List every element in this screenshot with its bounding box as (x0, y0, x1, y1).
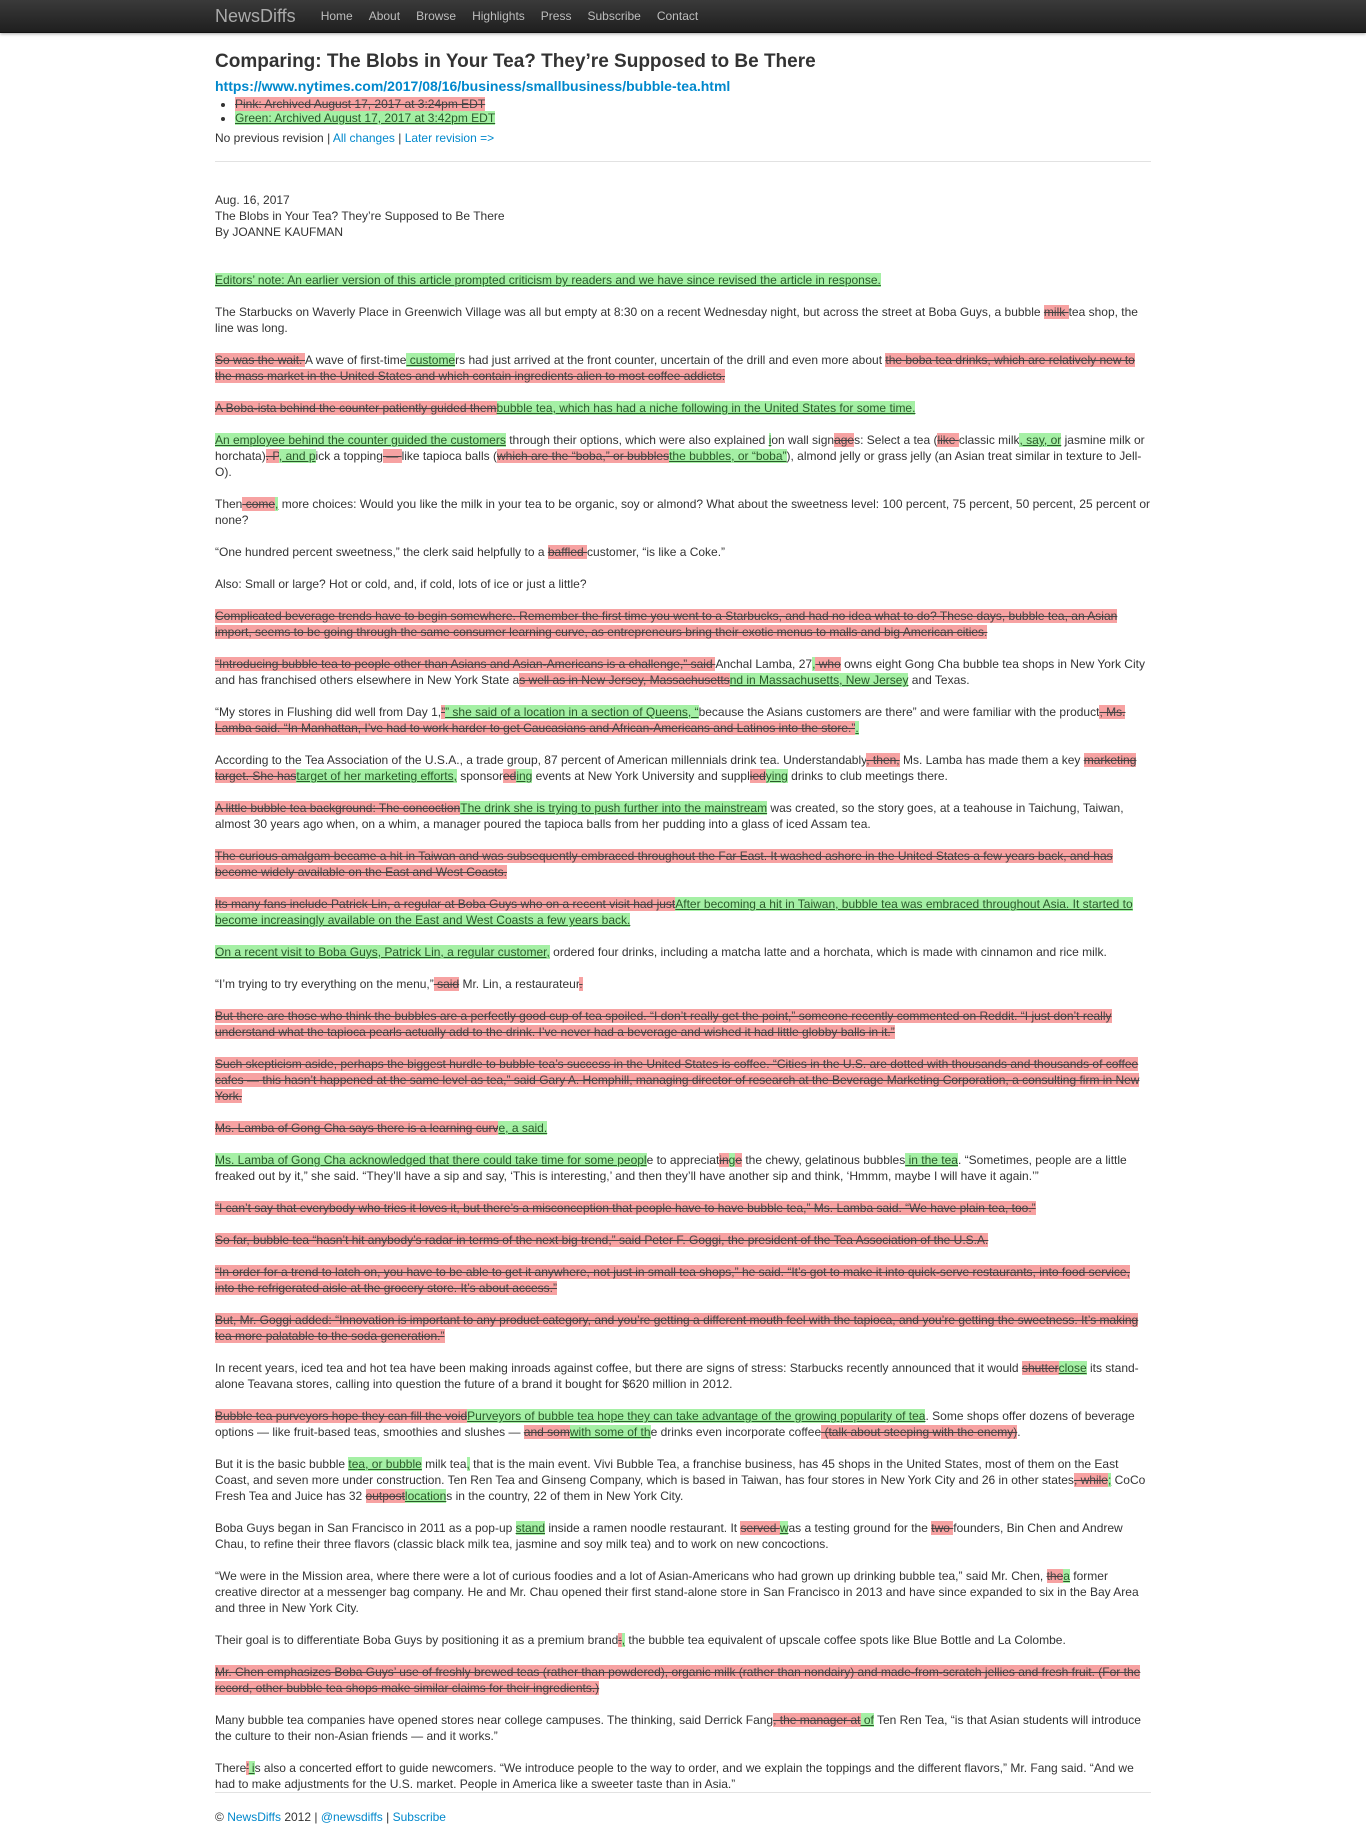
inserted-text: ying (765, 769, 788, 783)
deleted-text: , the manager at (773, 1713, 861, 1727)
revision-separator: | (398, 131, 402, 145)
revision-separator: | (327, 131, 331, 145)
deleted-text: baffled (547, 545, 588, 559)
unchanged-text: was created, so the story goes, at a teahouse in Taichung, Taiwan, almost 30 years ago when, on a whim, a manager poured the tapioca balls from her pudding into a glass of iced Assam tea. (215, 801, 1124, 831)
footer-subscribe-link[interactable]: Subscribe (392, 1810, 446, 1824)
footer-brand-link[interactable]: NewsDiffs (227, 1810, 281, 1824)
unchanged-text: e to appreciat (646, 1153, 720, 1167)
inserted-text: After becoming a hit in Taiwan, bubble tea was embraced throughout Asia. It started to become increasingly available on the East and West Coasts a few years back. (215, 897, 1133, 927)
article-paragraph (215, 1120, 1151, 1136)
article-paragraph (215, 1200, 1151, 1216)
inserted-text: Purveyors of bubble tea hope they can take advantage of the growing popularity of tea (467, 1409, 926, 1423)
article-paragraph (215, 304, 1151, 336)
deleted-text: outpost (365, 1489, 405, 1503)
deleted-text: . P (265, 449, 279, 463)
article-paragraph (215, 432, 1151, 480)
inserted-text: , say, or (1019, 433, 1062, 447)
unchanged-text: According to the Tea Association of the U.S.A., a trade group, 87 percent of American millennials drink tea. Understandably (215, 753, 867, 767)
deleted-text: shutter (1021, 1361, 1059, 1375)
article-paragraph (215, 1232, 1151, 1248)
deleted-text: (talk about steeping with the enemy) (821, 1425, 1018, 1439)
unchanged-text: Ten Ren Tea, “is that Asian students will introduce the culture to their non-Asian friends — and it works.” (215, 1713, 1141, 1743)
version-item-green (235, 111, 1151, 125)
deleted-text: ” (441, 705, 446, 719)
unchanged-text: ordered four drinks, including a matcha latte and a horchata, which is made with cinnamon and rice milk. (549, 945, 1107, 959)
deleted-text: milk (1043, 305, 1069, 319)
article-paragraph (215, 704, 1151, 736)
unchanged-text: and Texas. (908, 673, 970, 687)
no-previous-revision: No previous revision (215, 131, 324, 145)
article-url-link[interactable]: https://www.nytimes.com/2017/08/16/business/smallbusiness/bubble-tea.html (215, 78, 731, 94)
deleted-text: A little bubble tea background: The concoction (215, 801, 461, 815)
revision-nav (215, 130, 1151, 146)
article-body (215, 272, 1151, 1792)
inserted-text: bubble tea, which has had a niche following in the United States for some time. (496, 401, 916, 415)
unchanged-text: e drinks even incorporate coffee (650, 1425, 822, 1439)
inserted-text: i (248, 1761, 255, 1775)
article-paragraph (215, 1760, 1151, 1792)
deleted-text: age (834, 433, 855, 447)
page-title: Comparing: The Blobs in Your Tea? They’re Supposed to Be There (215, 51, 816, 72)
unchanged-text: Many bubble tea companies have opened stores near college campuses. The thinking, said Derrick Fang (215, 1713, 774, 1727)
unchanged-text: that is the main event. Vivi Bubble Tea, a franchise business, has 45 shops in the United States, most of them on the East Coast, and seven more under construction. Ten Ren Tea and Ginseng Company, which is based in Taiwan, has four stores in New York City and 26 in other states (215, 1457, 1119, 1487)
inserted-text: . (855, 721, 859, 735)
inserted-text: , (275, 497, 279, 511)
deleted-text: the boba tea drinks, which are relatively new to the mass market in the United States and which contain ingredients alien to most coffee addicts. (215, 353, 1135, 383)
unchanged-text: sponsor (456, 769, 503, 783)
unchanged-text: ), almond jelly or grass jelly (an Asian treat similar in texture to Jell-O). (215, 449, 1142, 479)
unchanged-text: The Starbucks on Waverly Place in Greenwich Village was all but empty at 8:30 on a recent Wednesday night, but across the street at Boba Guys, a bubble (215, 305, 1044, 319)
article-headline: The Blobs in Your Tea? They’re Supposed to Be There (215, 209, 505, 223)
inserted-text: the bubbles, or “boba” (669, 449, 787, 463)
inserted-text: Ms. Lamba of Gong Cha acknowledged that there could take time for some peopl (215, 1153, 647, 1167)
unchanged-text: Their goal is to differentiate Boba Guys by positioning it as a premium brand (215, 1633, 619, 1647)
all-changes-link[interactable]: All changes (332, 131, 395, 145)
version-green-label: Green: Archived August 17, 2017 at 3:42pm EDT (235, 111, 496, 125)
version-item-pink (235, 97, 1151, 111)
article-paragraph (215, 1408, 1151, 1440)
deleted-text: Complicated beverage trends have to begin somewhere. Remember the first time you went to a Starbucks, and had no idea what to do? These days, bubble tea, an Asian import, seems to be going through the same consumer learning curve, as entrepreneurs bring their exotic menus to malls and big American cities. (215, 609, 1118, 639)
deleted-text: “I can’t say that everybody who tries it loves it, but there’s a misconception that people have to have bubble tea,” Ms. Lamba said. “We have plain tea, too.” (215, 1201, 1036, 1215)
deleted-text: A Boba-ista behind the counter patiently guided them (215, 401, 497, 415)
article-paragraph (215, 1360, 1151, 1392)
unchanged-text: inside a ramen noodle restaurant. It (545, 1521, 741, 1535)
deleted-text: which are the “boba,” or bubbles (496, 449, 670, 463)
inserted-text: target of her marketing efforts, (296, 769, 457, 783)
footer-separator: | (382, 1810, 393, 1824)
nav-link-home[interactable]: Home (320, 9, 353, 23)
navbar-inner (215, 0, 714, 32)
article-paragraph (215, 976, 1151, 992)
unchanged-text: . Some shops offer dozens of beverage options — like fruit-based teas, smoothies and slushes — (215, 1409, 1135, 1439)
inserted-text: , and p (278, 449, 316, 463)
inserted-text: location (404, 1489, 447, 1503)
nav-link-highlights[interactable]: Highlights (472, 9, 525, 23)
inserted-text: ; (1107, 1473, 1112, 1487)
deleted-text: — (382, 449, 402, 463)
article-paragraph (215, 800, 1151, 832)
unchanged-text: jasmine milk or horchata) (215, 433, 1145, 463)
deleted-text: So was the wait. (215, 353, 306, 367)
unchanged-text: Mr. Lin, a restaurateur (459, 977, 580, 991)
unchanged-text: as a testing ground for the (788, 1521, 932, 1535)
deleted-text: The curious amalgam became a hit in Taiwan and was subsequently embraced throughout the Far East. It washed ashore in the United States a few years back, and has become widely available on the East and West Coasts. (215, 849, 1113, 879)
top-navbar (0, 0, 1366, 33)
inserted-text: nd in Massachusetts, New Jersey (729, 673, 909, 687)
inserted-text: close (1058, 1361, 1087, 1375)
deleted-text: Bubble tea purveyors hope they can fill the void (215, 1409, 468, 1423)
unchanged-text: like tapioca balls ( (401, 449, 497, 463)
article-paragraph (215, 544, 1151, 560)
unchanged-text: its stand-alone Teavana stores, calling into question the future of a brand it bought for $620 million in 2012. (215, 1361, 1139, 1391)
article-paragraph (215, 1312, 1151, 1344)
article-paragraph (215, 1056, 1151, 1104)
unchanged-text: the chewy, gelatinous bubbles (742, 1153, 906, 1167)
unchanged-text: CoCo Fresh Tea and Juice has 32 (215, 1473, 1146, 1503)
deleted-text: come (242, 497, 276, 511)
unchanged-text: milk tea (421, 1457, 467, 1471)
deleted-text: two (931, 1521, 954, 1535)
deleted-text: e (735, 1153, 743, 1167)
article-paragraph (215, 608, 1151, 640)
deleted-text: who (815, 657, 841, 671)
deleted-text: s well as in New Jersey, Massachusetts (519, 673, 730, 687)
main-content (215, 50, 1151, 1808)
unchanged-text: rs had just arrived at the front counter, uncertain of the drill and even more about (455, 353, 886, 367)
brand-link[interactable]: NewsDiffs (215, 6, 296, 26)
deleted-text: Such skepticism aside, perhaps the biggest hurdle to bubble tea’s success in the United States is coffee. “Cities in the U.S. are dotted with thousands and thousands of coffee cafes — this hasn’t happened at the same level as tea,” said Gary A. Hemphill, managing director of research at the Beverage Marketing Corporation, a consulting firm in New York. (215, 1057, 1140, 1103)
article-byline: By JOANNE KAUFMAN (215, 225, 344, 239)
inserted-text: ing (516, 769, 533, 783)
inserted-text: , (466, 1457, 470, 1471)
nav-link-subscribe[interactable]: Subscribe (587, 9, 641, 23)
inserted-text: Editors’ note: An earlier version of this article prompted criticism by readers and we have since revised the article in response. (215, 273, 881, 287)
unchanged-text: drinks to club meetings there. (787, 769, 948, 783)
version-list (215, 97, 1151, 125)
inserted-text: in the tea (905, 1153, 958, 1167)
inserted-text: On a recent visit to Boba Guys, Patrick Lin, a regular customer, (215, 945, 550, 959)
unchanged-text: ick a topping (315, 449, 383, 463)
unchanged-text: more choices: Would you like the milk in your tea to be organic, soy or almond? What about the sweetness level: 100 percent, 75 percent, 50 percent, 25 percent or none? (215, 497, 1150, 527)
nav-link-press[interactable]: Press (540, 9, 572, 23)
inserted-text: , (812, 657, 816, 671)
unchanged-text: “One hundred percent sweetness,” the clerk said helpfully to a (215, 545, 548, 559)
inserted-text: g (728, 1153, 736, 1167)
unchanged-text: But it is the basic bubble (215, 1457, 349, 1471)
article-paragraph (215, 848, 1151, 880)
unchanged-text: Anchal Lamba, 27 (715, 657, 813, 671)
unchanged-text: owns eight Gong Cha bubble tea shops in New York City and has franchised others elsewhere in New York State a (215, 657, 1145, 687)
unchanged-text: the bubble tea equivalent of upscale coffee spots like Blue Bottle and La Colombe. (625, 1633, 1066, 1647)
deleted-text: But there are those who think the bubbles are a perfectly good cup of tea spoiled. “I don’t really get the point,” someone recently commented on Reddit. “I just don’t really understand what the tapioca pearls actually add to the drink. I’ve never had a beverage and wished it had little globby balls in it.” (215, 1009, 1112, 1039)
inserted-text: w (779, 1521, 789, 1535)
deleted-text: But, Mr. Goggi added: “Innovation is important to any product category, and you’re getting a different mouth feel with the tapioca, and you’re getting the sweetness. It’s making tea more palatable to the soda generation.” (215, 1313, 1139, 1343)
footer-copyright: © (215, 1810, 228, 1824)
deleted-text: marketing target. She has (215, 753, 1137, 783)
deleted-text: Mr. Chen emphasizes Boba Guys’ use of freshly brewed teas (rather than powdered), organic milk (rather than nondairy) and made-from-scratch jellies and fresh fruit. (For the record, other bubble tea shops make similar claims for their ingredients.) (215, 1665, 1141, 1695)
article-paragraph (215, 1712, 1151, 1744)
inserted-text: tea, or bubble (348, 1457, 422, 1471)
unchanged-text: customer, “is like a Coke.” (587, 545, 726, 559)
inserted-text: stand (515, 1521, 545, 1535)
deleted-text: “Introducing bubble tea to people other than Asians and Asian-Americans is a challenge,” said (215, 657, 716, 671)
inserted-text: a (1063, 1569, 1070, 1583)
version-pink-label: Pink: Archived August 17, 2017 at 3:24pm EDT (235, 97, 486, 111)
unchanged-text: “My stores in Flushing did well from Day 1, (215, 705, 442, 719)
article-paragraph (215, 1152, 1151, 1184)
nav-link-contact[interactable]: Contact (656, 9, 699, 23)
deleted-text: , while (1073, 1473, 1108, 1487)
article-paragraph (215, 272, 1151, 288)
deleted-text: said (433, 977, 460, 991)
unchanged-text: Boba Guys began in San Francisco in 2011 as a pop-up (215, 1521, 516, 1535)
article-paragraph (215, 896, 1151, 928)
footer-year: 2012 | (280, 1810, 321, 1824)
article-paragraph (215, 1520, 1151, 1552)
inserted-text: with some of th (569, 1425, 651, 1439)
later-revision-link[interactable]: Later revision => (404, 131, 495, 145)
article-paragraph (215, 400, 1151, 416)
unchanged-text: former creative director at a messenger bag company. He and Mr. Chau opened their first stand-alone store in San Francisco in 2013 and have since expanded to six in the Bay Area and three in New York City. (215, 1569, 1139, 1615)
unchanged-text: s in the country, 22 of them in New York City. (446, 1489, 684, 1503)
deleted-text: , Ms. Lamba said. “In Manhattan, I’ve had to work harder to get Caucasians and African-Americans and Latinos into the store.” (215, 705, 1126, 735)
article-paragraph (215, 752, 1151, 784)
unchanged-text: In recent years, iced tea and hot tea have been making inroads against coffee, but there are signs of stress: Starbucks recently announced that it would (215, 1361, 1022, 1375)
deleted-text: . (579, 977, 583, 991)
unchanged-text: s: Select a tea ( (854, 433, 938, 447)
unchanged-text: Also: Small or large? Hot or cold, and, if cold, lots of ice or just a little? (215, 577, 587, 591)
unchanged-text: events at New York University and suppl (532, 769, 750, 783)
deleted-text: and som (523, 1425, 570, 1439)
deleted-text: ed (502, 769, 517, 783)
article-paragraph (215, 1264, 1151, 1296)
article-date: Aug. 16, 2017 (215, 193, 290, 207)
deleted-text: ied (749, 769, 766, 783)
article-paragraph (215, 1568, 1151, 1616)
deleted-text: So far, bubble tea “hasn’t hit anybody’s radar in terms of the next big trend,” said Peter F. Goggi, the president of the Tea Association of the U.S.A. (215, 1233, 989, 1247)
deleted-text: Ms. Lamba of Gong Cha says there is a learning curv (215, 1121, 499, 1135)
deleted-text: Its many fans include Patrick Lin, a regular at Boba Guys who on a recent visit had just (215, 897, 676, 911)
article-paragraph (215, 352, 1151, 384)
unchanged-text: through their options, which were also explained (505, 433, 769, 447)
unchanged-text: founders, Bin Chen and Andrew Chau, to refine their three flavors (classic black milk tea, jasmine and soy milk tea) and to work on new concoctions. (215, 1521, 1123, 1551)
unchanged-text: A wave of first-time (305, 353, 407, 367)
unchanged-text: tea shop, the line was long. (215, 305, 1138, 335)
unchanged-text: Ms. Lamba has made them a key (899, 753, 1084, 767)
unchanged-text: “I’m trying to try everything on the menu,” (215, 977, 434, 991)
unchanged-text: Then (215, 497, 243, 511)
unchanged-text: . (1017, 1425, 1021, 1439)
inserted-text: ” she said of a location in a section of Queens, “ (445, 705, 699, 719)
footer-twitter-link[interactable]: @newsdiffs (320, 1810, 383, 1824)
deleted-text: , then, (866, 753, 900, 767)
unchanged-text: on wall sign (771, 433, 835, 447)
footer (215, 1809, 446, 1825)
inserted-text: , (621, 1633, 626, 1647)
deleted-text: ’ (246, 1761, 249, 1775)
article-paragraph (215, 1664, 1151, 1696)
article-paragraph (215, 496, 1151, 528)
inserted-text: e, a said. (498, 1121, 548, 1135)
deleted-text: in (719, 1153, 729, 1167)
inserted-text: The drink she is trying to push further into the mainstream (460, 801, 768, 815)
article-paragraph (215, 1008, 1151, 1040)
header-divider (215, 161, 1151, 162)
inserted-text: i (768, 433, 772, 447)
footer-divider (215, 1792, 1151, 1793)
unchanged-text: because the Asians customers are there” and were familiar with the product (698, 705, 1100, 719)
deleted-text: served (740, 1521, 780, 1535)
deleted-text: “In order for a trend to latch on, you have to be able to get it anywhere, not just in small tea shops,” he said. “It’s got to make it into quick-serve restaurants, into food service, into the refrigerated aisle at the grocery store. It’s about access.” (215, 1265, 1130, 1295)
inserted-text: custome (406, 353, 456, 367)
inserted-text: of (860, 1713, 874, 1727)
article-paragraph (215, 1632, 1151, 1648)
article-paragraph (215, 944, 1151, 960)
inserted-text: An employee behind the counter guided the customers (215, 433, 506, 447)
unchanged-text: classic milk (958, 433, 1020, 447)
deleted-text: like (937, 433, 959, 447)
nav-link-about[interactable]: About (368, 9, 401, 23)
article-paragraph (215, 576, 1151, 592)
deleted-text: : (618, 1633, 622, 1647)
unchanged-text: s also a concerted effort to guide newcomers. “We introduce people to the way to order, and we explain the toppings and the different flavors,” Mr. Fang said. “And we had to make adjustments for the U.S. market. People in America like a sweeter taste than in Asia.” (215, 1761, 1134, 1791)
deleted-text: the (1046, 1569, 1064, 1583)
unchanged-text: There (215, 1761, 247, 1775)
article-paragraph (215, 1456, 1151, 1504)
nav-link-browse[interactable]: Browse (416, 9, 457, 23)
unchanged-text: . “Sometimes, people are a little freaked out by it,” she said. “They’ll have a sip and say, ‘This is interesting,’ and then they’ll have another sip and think, ‘Hmmm, maybe I will have it again.’” (215, 1153, 1127, 1183)
unchanged-text: “We were in the Mission area, where there were a lot of curious foodies and a lot of Asian-Americans who had grown up drinking bubble tea,” said Mr. Chen, (215, 1569, 1047, 1583)
article-meta (215, 192, 1151, 240)
article-paragraph (215, 656, 1151, 688)
